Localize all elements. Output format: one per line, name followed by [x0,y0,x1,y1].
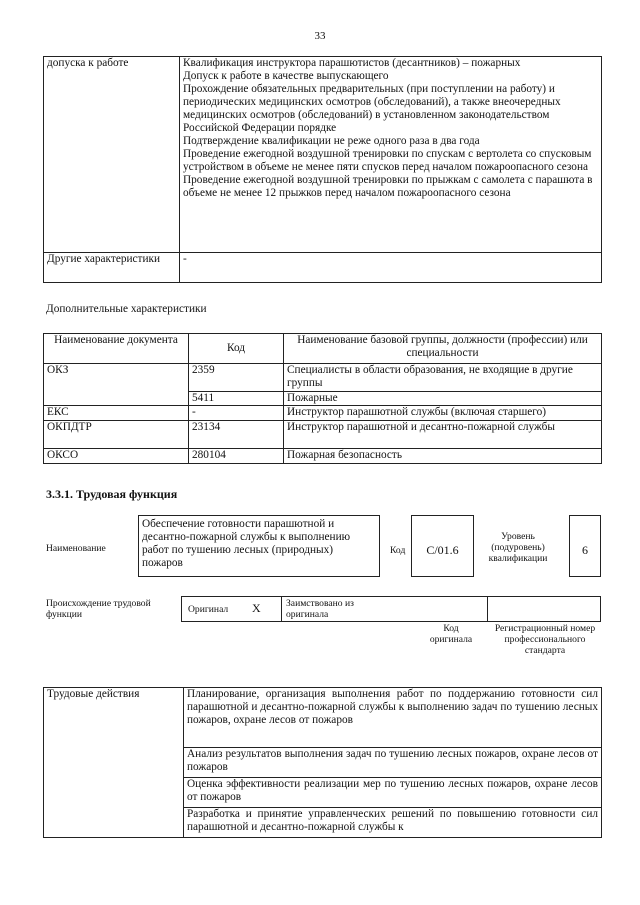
requirements-label: допуска к работе [44,57,180,253]
cell-code: - [189,406,284,421]
borrowed-label: Заимствовано из оригинала [286,598,354,620]
cell-name: Специалисты в области образования, не входящие в другие группы [284,364,602,392]
additional-table [43,333,602,464]
table-row [44,449,602,464]
actions-label: Трудовые действия [44,688,184,838]
action-item: Оценка эффективности реализации мер по тушению лесных пожаров, охране лесов от пожаров [184,778,602,808]
divider [487,597,488,621]
actions-table [43,687,602,838]
code-original-label: Код оригинала [429,623,473,645]
code-label: Код [390,545,406,556]
function-name-box [138,515,380,577]
original-label: Оригинал [188,604,229,615]
table-row [44,57,602,253]
other-characteristics-value: - [180,253,602,283]
name-label: Наименование [46,543,106,554]
requirement-line: Подтверждение квалификации не реже одного раза в два года [183,135,480,147]
cell-name: Инструктор парашютной службы (включая старшего) [284,406,602,421]
requirement-line: Прохождение обязательных предварительных (при поступлении на работу) и периодических медицинских осмотров (обследований), а также внеочередных медицинских осмотров (обследований) в установленном законодательством Российской Федерации порядке [183,83,561,134]
cell-doc: ОКЗ [44,364,189,406]
table-row [44,364,602,392]
action-item: Анализ результатов выполнения задач по тушению лесных пожаров, охране лесов от пожаров [184,748,602,778]
cell-code: 23134 [189,421,284,449]
requirement-line: Квалификация инструктора парашютистов (десантников) – пожарных [183,57,521,69]
header-code: Код [189,334,284,364]
table-row [44,421,602,449]
cell-doc: ОКСО [44,449,189,464]
cell-doc: ЕКС [44,406,189,421]
additional-heading: Дополнительные характеристики [46,303,207,315]
code-box [411,515,474,577]
requirement-line: Проведение ежегодной воздушной тренировки по спускам с вертолета со спусковым устройством в объеме не менее пяти спусков перед началом пожароопасного сезона [183,148,592,173]
level-box [569,515,601,577]
requirements-value [180,57,602,253]
cell-code: 280104 [189,449,284,464]
cell-code: 5411 [189,392,284,406]
code-value: C/01.6 [426,543,459,557]
reg-number-label: Регистрационный номер профессионального стандарта [494,623,596,656]
cell-name: Пожарная безопасность [284,449,602,464]
cell-name: Пожарные [284,392,602,406]
table-row [44,406,602,421]
action-item: Разработка и принятие управленческих решений по повышению готовности сил парашютной и десантно-пожарной службы к [184,808,602,838]
cell-doc: ОКПДТР [44,421,189,449]
origin-label: Происхождение трудовой функции [46,598,151,620]
requirement-line: Проведение ежегодной воздушной тренировки по прыжкам с самолета с парашюта в объеме не менее 12 прыжков перед началом пожароопасного сезона [183,174,593,199]
table-row [44,253,602,283]
cell-name: Инструктор парашютной и десантно-пожарной службы [284,421,602,449]
table-row [44,688,602,748]
other-characteristics-label: Другие характеристики [44,253,180,283]
cell-code: 2359 [189,364,284,392]
table-header-row [44,334,602,364]
divider [281,597,282,621]
section-title: 3.3.1. Трудовая функция [46,487,178,501]
origin-row [181,596,601,622]
requirements-table [43,56,602,283]
requirement-line: Допуск к работе в качестве выпускающего [183,70,389,82]
header-document: Наименование документа [44,334,189,364]
original-mark: X [252,601,261,615]
header-name: Наименование базовой группы, должности (профессии) или специальности [284,334,602,364]
page-number: 33 [314,30,326,42]
level-label: Уровень (подуровень) квалификации [488,531,548,564]
function-name-value: Обеспечение готовности парашютной и десантно-пожарной службы к выполнению работ по тушению лесных (природных) пожаров [142,518,351,569]
action-item: Планирование, организация выполнения работ по поддержанию готовности сил парашютной и десантно-пожарной службы к выполнению задач по тушению лесных пожаров, охране лесов от пожаров [184,688,602,748]
level-value: 6 [582,543,588,557]
